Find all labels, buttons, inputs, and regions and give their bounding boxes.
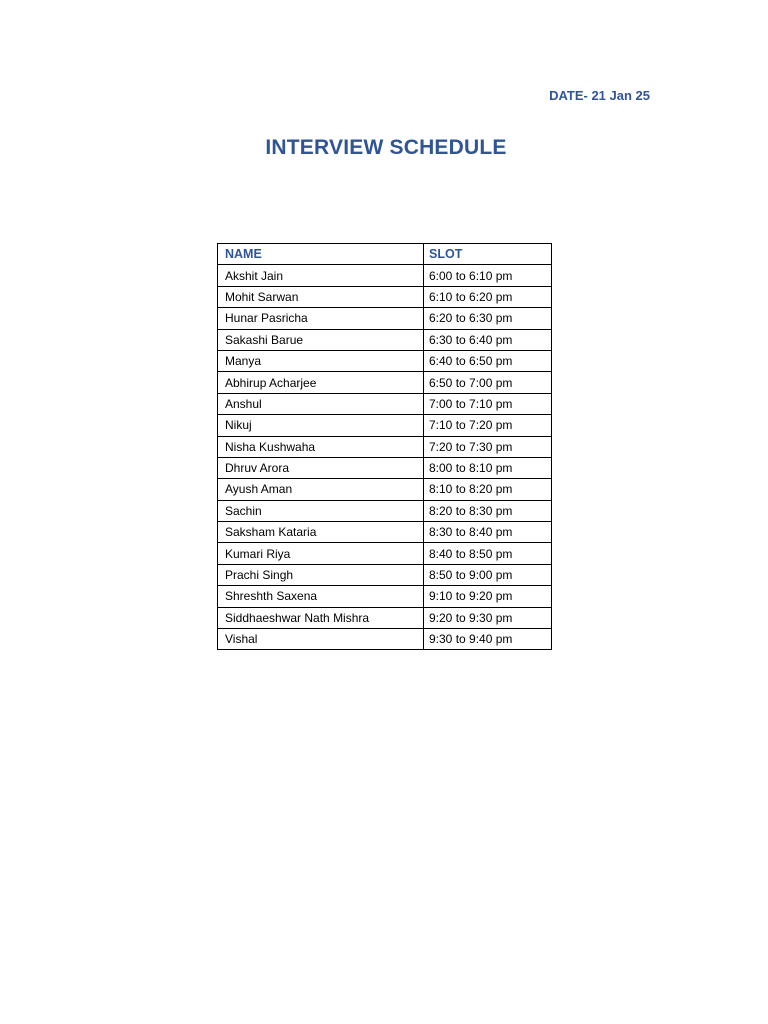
candidate-name-cell: Anshul	[218, 393, 424, 414]
time-slot-cell: 6:00 to 6:10 pm	[424, 265, 552, 286]
time-slot-cell: 9:10 to 9:20 pm	[424, 586, 552, 607]
schedule-table-body	[218, 265, 552, 650]
table-row	[218, 586, 552, 607]
candidate-name-cell: Sachin	[218, 500, 424, 521]
time-slot-cell: 6:30 to 6:40 pm	[424, 329, 552, 350]
candidate-name-cell: Prachi Singh	[218, 564, 424, 585]
time-slot-cell: 9:20 to 9:30 pm	[424, 607, 552, 628]
table-row	[218, 350, 552, 371]
candidate-name-cell: Sakashi Barue	[218, 329, 424, 350]
candidate-name-cell: Saksham Kataria	[218, 522, 424, 543]
table-row	[218, 564, 552, 585]
table-row	[218, 393, 552, 414]
document-date: DATE- 21 Jan 25	[549, 88, 650, 103]
time-slot-cell: 8:20 to 8:30 pm	[424, 500, 552, 521]
time-slot-cell: 8:50 to 9:00 pm	[424, 564, 552, 585]
table-row	[218, 629, 552, 650]
table-row	[218, 265, 552, 286]
candidate-name-cell: Nikuj	[218, 415, 424, 436]
table-row	[218, 308, 552, 329]
time-slot-cell: 6:20 to 6:30 pm	[424, 308, 552, 329]
table-row	[218, 607, 552, 628]
table-row	[218, 329, 552, 350]
schedule-table	[217, 243, 552, 650]
time-slot-cell: 7:20 to 7:30 pm	[424, 436, 552, 457]
time-slot-cell: 8:10 to 8:20 pm	[424, 479, 552, 500]
candidate-name-cell: Dhruv Arora	[218, 457, 424, 478]
table-row	[218, 479, 552, 500]
time-slot-cell: 7:00 to 7:10 pm	[424, 393, 552, 414]
page-title: INTERVIEW SCHEDULE	[265, 136, 507, 159]
candidate-name-cell: Mohit Sarwan	[218, 286, 424, 307]
candidate-name-cell: Vishal	[218, 629, 424, 650]
candidate-name-cell: Manya	[218, 350, 424, 371]
time-slot-cell: 8:00 to 8:10 pm	[424, 457, 552, 478]
column-header-slot: SLOT	[424, 244, 552, 265]
candidate-name-cell: Shreshth Saxena	[218, 586, 424, 607]
time-slot-cell: 7:10 to 7:20 pm	[424, 415, 552, 436]
table-row	[218, 436, 552, 457]
table-row	[218, 543, 552, 564]
time-slot-cell: 6:10 to 6:20 pm	[424, 286, 552, 307]
column-header-name: NAME	[218, 244, 424, 265]
candidate-name-cell: Nisha Kushwaha	[218, 436, 424, 457]
table-header-row	[218, 244, 552, 265]
candidate-name-cell: Ayush Aman	[218, 479, 424, 500]
time-slot-cell: 9:30 to 9:40 pm	[424, 629, 552, 650]
time-slot-cell: 6:40 to 6:50 pm	[424, 350, 552, 371]
table-row	[218, 415, 552, 436]
candidate-name-cell: Siddhaeshwar Nath Mishra	[218, 607, 424, 628]
time-slot-cell: 8:30 to 8:40 pm	[424, 522, 552, 543]
time-slot-cell: 6:50 to 7:00 pm	[424, 372, 552, 393]
table-row	[218, 500, 552, 521]
candidate-name-cell: Kumari Riya	[218, 543, 424, 564]
candidate-name-cell: Abhirup Acharjee	[218, 372, 424, 393]
candidate-name-cell: Akshit Jain	[218, 265, 424, 286]
table-row	[218, 286, 552, 307]
table-row	[218, 457, 552, 478]
table-row	[218, 522, 552, 543]
candidate-name-cell: Hunar Pasricha	[218, 308, 424, 329]
time-slot-cell: 8:40 to 8:50 pm	[424, 543, 552, 564]
table-row	[218, 372, 552, 393]
